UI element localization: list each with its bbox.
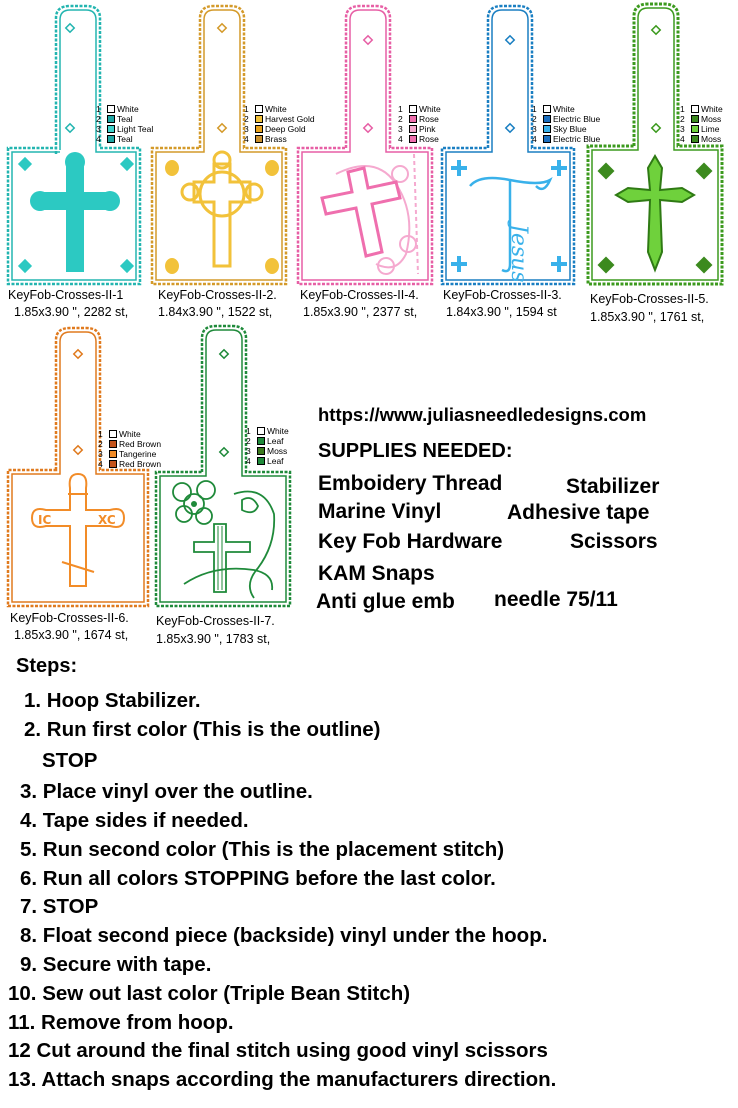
legend-row: 2 Electric Blue xyxy=(532,114,601,124)
legend-row: 4 Moss xyxy=(680,134,722,144)
legend-row: 3 Pink xyxy=(398,124,436,134)
keyfob-outline-4 xyxy=(440,4,580,286)
design-card-2 xyxy=(150,4,290,286)
color-legend-5 xyxy=(680,104,723,144)
supply-item: Marine Vinyl xyxy=(318,500,442,523)
design-name-3: KeyFob-Crosses-II-4. xyxy=(300,288,419,302)
keyfob-outline-5 xyxy=(586,2,726,288)
step-item: 6. Run all colors STOPPING before the last color. xyxy=(20,867,496,890)
design-name-1: KeyFob-Crosses-II-1 xyxy=(8,288,124,302)
supply-item: Adhesive tape xyxy=(507,501,650,524)
design-name-6: KeyFob-Crosses-II-6. xyxy=(10,611,129,625)
step-item: 3. Place vinyl over the outline. xyxy=(20,780,313,803)
legend-row: 4 Leaf xyxy=(246,456,284,466)
design-name-4: KeyFob-Crosses-II-3. xyxy=(443,288,562,302)
design-name-7: KeyFob-Crosses-II-7. xyxy=(156,614,275,628)
legend-row: 4 Teal xyxy=(96,134,133,144)
supply-item: Scissors xyxy=(570,530,658,553)
step-item: 5. Run second color (This is the placement stitch) xyxy=(20,838,505,861)
design-info-7: 1.85x3.90 ", 1783 st, xyxy=(156,632,271,646)
legend-row: 2 Red Brown xyxy=(98,439,162,449)
design-info-4: 1.84x3.90 ", 1594 st xyxy=(446,305,557,319)
step-item: 13. Attach snaps according the manufacturers direction. xyxy=(8,1068,557,1091)
color-legend-7 xyxy=(246,426,289,466)
design-info-1: 1.85x3.90 ", 2282 st, xyxy=(14,305,129,319)
legend-row: 3 Deep Gold xyxy=(244,124,306,134)
design-card-3 xyxy=(296,4,436,286)
step-item: 1. Hoop Stabilizer. xyxy=(24,689,201,712)
legend-row: 4 Brass xyxy=(244,134,287,144)
step-item: 11. Remove from hoop. xyxy=(8,1011,234,1034)
design-card-1 xyxy=(6,4,146,286)
keyfob-outline-7 xyxy=(154,324,294,610)
supply-item: Key Fob Hardware xyxy=(318,530,503,553)
legend-row: 1 White xyxy=(246,426,289,436)
step-item: 2. Run first color (This is the outline) xyxy=(24,718,381,741)
design-info-5: 1.85x3.90 ", 1761 st, xyxy=(590,310,705,324)
step-item: 8. Float second piece (backside) vinyl under the hoop. xyxy=(20,924,548,947)
legend-row: 1 White xyxy=(680,104,723,114)
legend-row: 3 Tangerine xyxy=(98,449,157,459)
keyfob-outline-1 xyxy=(6,4,146,286)
legend-row: 1 White xyxy=(96,104,139,114)
legend-row: 2 Moss xyxy=(680,114,722,124)
legend-row: 4 Red Brown xyxy=(98,459,162,469)
legend-row: 1 White xyxy=(398,104,441,114)
legend-row: 2 Teal xyxy=(96,114,133,124)
legend-row: 2 Leaf xyxy=(246,436,284,446)
steps-title: Steps: xyxy=(16,655,78,677)
design-name-2: KeyFob-Crosses-II-2. xyxy=(158,288,277,302)
supply-item: KAM Snaps xyxy=(318,562,435,585)
supplies-title: SUPPLIES NEEDED: xyxy=(318,440,513,462)
design-card-4 xyxy=(440,4,580,286)
design-info-2: 1.84x3.90 ", 1522 st, xyxy=(158,305,273,319)
jesus-script: Jesus xyxy=(506,224,531,283)
supply-item: Stabilizer xyxy=(566,475,660,498)
color-legend-1 xyxy=(96,104,153,144)
legend-row: 1 White xyxy=(532,104,575,114)
legend-row: 3 Sky Blue xyxy=(532,124,587,134)
supply-item: Emboidery Thread xyxy=(318,472,503,495)
legend-row: 1 White xyxy=(244,104,287,114)
design-name-5: KeyFob-Crosses-II-5. xyxy=(590,292,709,306)
design-card-5 xyxy=(586,2,726,288)
design-card-7 xyxy=(154,324,294,610)
color-legend-3 xyxy=(398,104,441,144)
supply-item: needle 75/11 xyxy=(494,588,618,611)
supply-item: Anti glue emb xyxy=(316,590,455,613)
legend-row: 4 Rose xyxy=(398,134,439,144)
design-info-3: 1.85x3.90 ", 2377 st, xyxy=(303,305,418,319)
step-item: STOP xyxy=(42,749,98,772)
keyfob-outline-2 xyxy=(150,4,290,286)
step-item: 12 Cut around the final stitch using good vinyl scissors xyxy=(8,1039,548,1062)
cross-letters-xc: XC xyxy=(98,513,116,527)
legend-row: 2 Rose xyxy=(398,114,439,124)
design-info-6: 1.85x3.90 ", 1674 st, xyxy=(14,628,129,642)
step-item: 7. STOP xyxy=(20,895,99,918)
color-legend-6 xyxy=(98,429,161,469)
step-item: 10. Sew out last color (Triple Bean Stitch) xyxy=(8,982,411,1005)
legend-row: 3 Light Teal xyxy=(96,124,154,134)
step-item: 4. Tape sides if needed. xyxy=(20,809,249,832)
step-item: 9. Secure with tape. xyxy=(20,953,212,976)
legend-row: 3 Lime xyxy=(680,124,720,134)
legend-row: 1 White xyxy=(98,429,141,439)
cross-letters-ic: IC xyxy=(38,513,52,527)
legend-row: 4 Electric Blue xyxy=(532,134,601,144)
website-link[interactable]: https://www.juliasneedledesigns.com xyxy=(318,404,647,425)
legend-row: 3 Moss xyxy=(246,446,288,456)
legend-row: 2 Harvest Gold xyxy=(244,114,315,124)
keyfob-outline-3 xyxy=(296,4,436,286)
